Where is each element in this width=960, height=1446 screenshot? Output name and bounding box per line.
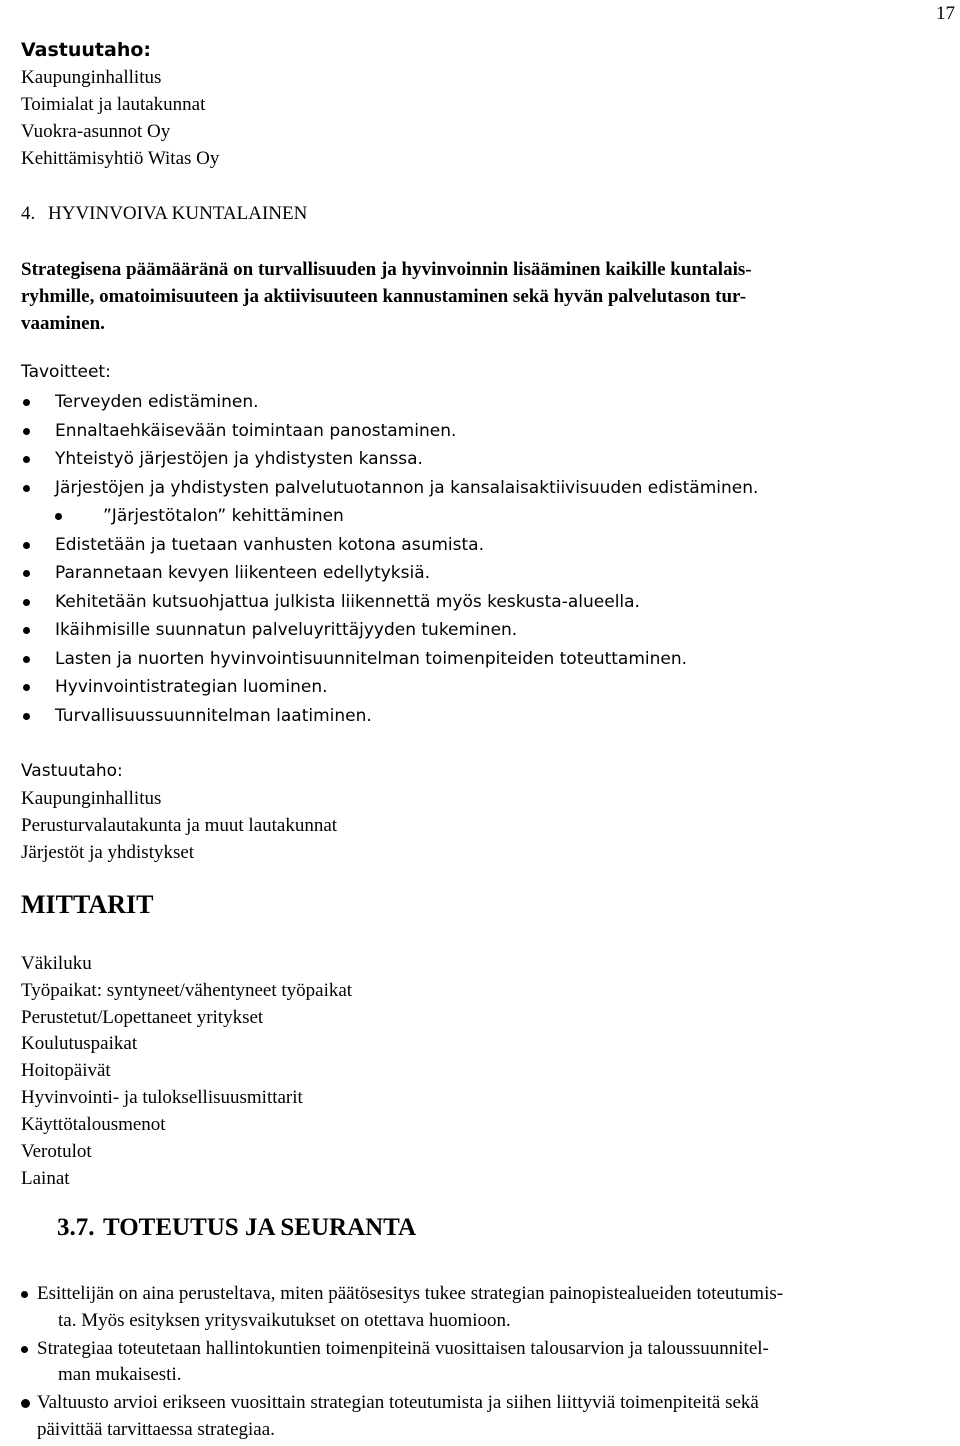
responsibility-item: Toimialat ja lautakunnat [21, 94, 206, 115]
intro-line: ryhmille, omatoimisuuteen ja aktiivisuuteen kannustaminen sekä hyvän palvelutason tur- [21, 286, 747, 307]
metric-item: Perustetut/Lopettaneet yritykset [21, 1007, 264, 1028]
responsibility-item: Vuokra-asunnot Oy [21, 121, 171, 142]
goal-text: Lasten ja nuorten hyvinvointisuunnitelman toimenpiteiden toteuttaminen. [55, 648, 688, 669]
responsibility-item: Järjestöt ja yhdistykset [21, 842, 195, 863]
goal-text: Parannetaan kevyen liikenteen edellytyksiä. [55, 563, 431, 583]
metric-item: Lainat [21, 1168, 70, 1189]
follow-up-text: Strategiaa toteutetaan hallintokuntien toimenpiteinä vuosittaisen talousarvion ja taloussuunnitel- [37, 1337, 769, 1359]
goal-text: Hyvinvointistrategian luominen. [55, 677, 328, 697]
section-title: TOTEUTUS JA SEURANTA [103, 1214, 417, 1241]
goal-item [21, 531, 758, 560]
goal-text: Kehitetään kutsuohjattua julkista liikennettä myös keskusta-alueella. [55, 591, 640, 612]
goals-heading: Tavoitteet: [21, 362, 111, 382]
bullet-icon [55, 513, 62, 520]
goal-text: Yhteistyö järjestöjen ja yhdistysten kanssa. [55, 449, 423, 469]
bullet-icon [21, 1346, 28, 1353]
goal-item [21, 502, 758, 531]
goal-text: Järjestöjen ja yhdistysten palvelutuotannon ja kansalaisaktiivisuuden edistäminen. [55, 477, 759, 498]
section-number: 4. [21, 203, 36, 224]
metric-item: Käyttötalousmenot [21, 1114, 166, 1135]
metric-item: Koulutuspaikat [21, 1033, 138, 1054]
responsibility-item: Kehittämisyhtiö Witas Oy [21, 148, 220, 169]
goal-item [21, 474, 758, 503]
bullet-icon [23, 684, 30, 691]
bullet-icon [23, 656, 30, 663]
section-heading [21, 200, 307, 227]
metric-item: Väkiluku [21, 953, 92, 974]
goal-item [21, 445, 758, 474]
responsibility-item: Kaupunginhallitus [21, 67, 162, 88]
follow-up-text-continued: ta. Myös esityksen yritysvaikutukset on otettava huomioon. [58, 1309, 511, 1331]
goal-text: Ennaltaehkäisevään toimintaan panostaminen. [55, 420, 457, 441]
goal-item [21, 388, 758, 417]
goal-text: Turvallisuussuunnitelman laatiminen. [55, 705, 372, 726]
follow-up-item [21, 1281, 951, 1334]
responsibility-item: Perusturvalautakunta ja muut lautakunnat [21, 815, 338, 836]
metrics-title: MITTARIT [21, 890, 154, 919]
follow-up-text-continued: päivittää tarvittaessa strategiaa. [37, 1418, 275, 1440]
bullet-icon [23, 399, 30, 406]
intro-line: vaaminen. [21, 313, 105, 334]
bullet-icon [23, 627, 30, 634]
section-number: 3.7. [57, 1214, 95, 1241]
bullet-icon [23, 485, 30, 492]
intro-paragraph [21, 256, 941, 337]
bullet-icon [23, 599, 30, 606]
bullet-icon [23, 570, 30, 577]
bullet-icon [23, 456, 30, 463]
goal-item [21, 673, 758, 702]
goal-text: Terveyden edistäminen. [55, 392, 259, 412]
bullet-icon [23, 542, 30, 549]
metric-item: Työpaikat: syntyneet/vähentyneet työpaikat [21, 980, 353, 1001]
section-heading [57, 1214, 416, 1242]
goal-item [21, 559, 758, 588]
bullet-icon [23, 713, 30, 720]
page-number: 17 [936, 3, 955, 24]
goal-item [21, 616, 758, 645]
responsibility-item: Kaupunginhallitus [21, 788, 162, 809]
goal-item [21, 588, 758, 617]
bullet-icon [23, 428, 30, 435]
section-title: HYVINVOIVA KUNTALAINEN [48, 203, 308, 224]
follow-up-list [21, 1281, 951, 1445]
goal-item [21, 417, 758, 446]
goals-list [21, 388, 758, 730]
goal-item [21, 702, 758, 731]
follow-up-text: Valtuusto arvioi erikseen vuosittain strategian toteutumista ja siihen liittyviä toimenpiteitä sekä [37, 1392, 759, 1413]
bullet-icon [21, 1291, 28, 1298]
follow-up-text: Esittelijän on aina perusteltava, miten päätösesitys tukee strategian painopistealueiden toteutumis- [37, 1283, 784, 1304]
goal-text: ”Järjestötalon” kehittäminen [103, 506, 344, 526]
responsibility-heading: Vastuutaho: [21, 39, 152, 61]
bullet-icon [21, 1399, 30, 1408]
goal-text: Ikäihmisille suunnatun palveluyrittäjyyden tukeminen. [55, 620, 518, 640]
follow-up-text-continued: man mukaisesti. [58, 1364, 182, 1385]
goal-item [21, 645, 758, 674]
responsibility-heading: Vastuutaho: [21, 761, 123, 781]
intro-line: Strategisena päämääränä on turvallisuuden ja hyvinvoinnin lisääminen kaikille kuntalais- [21, 259, 752, 280]
metric-item: Hyvinvointi- ja tuloksellisuusmittarit [21, 1087, 303, 1108]
metric-item: Verotulot [21, 1141, 92, 1162]
goal-text: Edistetään ja tuetaan vanhusten kotona asumista. [55, 534, 484, 555]
follow-up-item [21, 1336, 951, 1389]
metric-item: Hoitopäivät [21, 1060, 111, 1081]
follow-up-item [21, 1390, 951, 1443]
